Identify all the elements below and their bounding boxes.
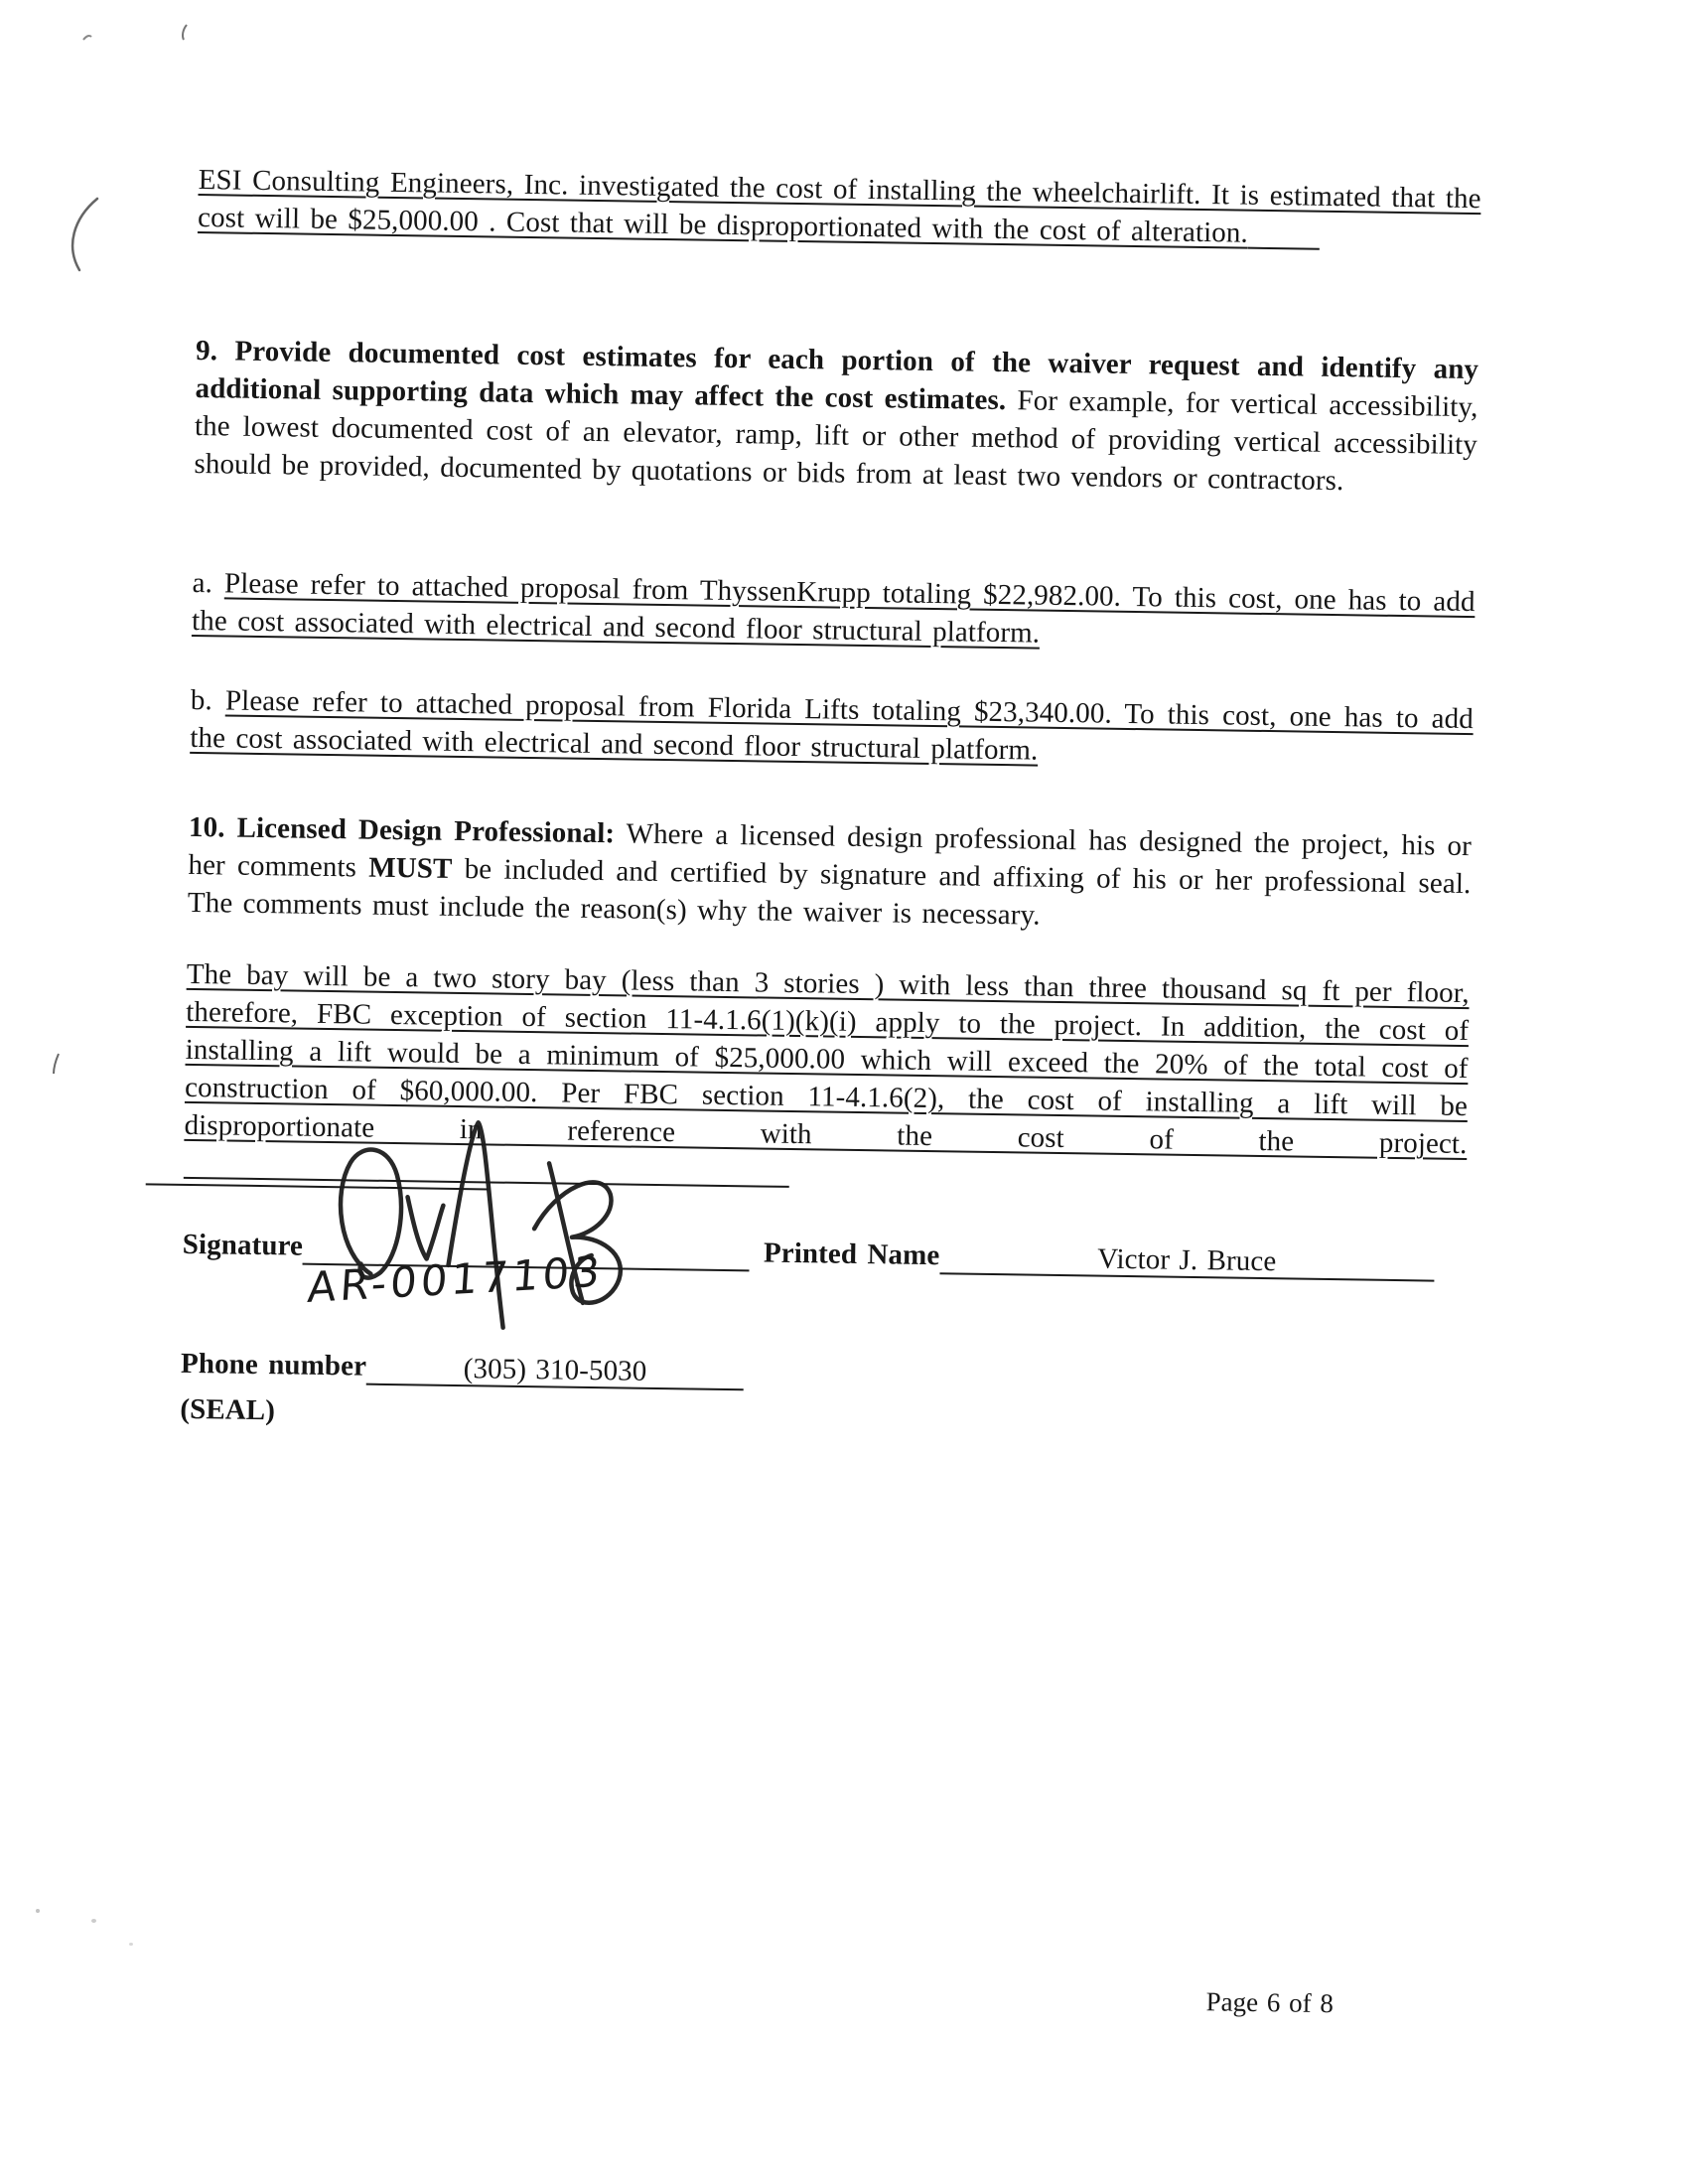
item-9-bold-text: 9. Provide documented cost estimates for each portion of the waiver request and identify any additional supporting data which may affect the cost estimates. xyxy=(195,334,1479,417)
item-10-licensed-design-professional xyxy=(188,808,1473,941)
scan-artifact-mark-top xyxy=(177,22,193,44)
signature-label: Signature xyxy=(182,1228,304,1262)
item-10-text-2: be included and certified by signature and affixing of his or her professional seal. The comments must include the reason(s) why the waiver is necessary. xyxy=(187,852,1472,932)
license-number-handwritten: AR-0017103 xyxy=(306,1246,606,1313)
scan-artifact-speck xyxy=(36,1909,40,1913)
seal-row xyxy=(180,1390,1463,1447)
signature-handwriting xyxy=(308,1104,659,1358)
underline-extension xyxy=(1248,237,1320,250)
scan-artifact-paren xyxy=(62,195,105,276)
printed-name-value: Victor J. Bruce xyxy=(1096,1242,1277,1278)
phone-label: Phone number xyxy=(180,1347,367,1383)
paragraph-esi-cost xyxy=(198,161,1481,255)
paragraph-bay-text: The bay will be a two story bay (less than 3 stories ) with less than three thousand sq ft per floor, therefore, FBC exception of section 11-4.1.6(1)(k)(i) apply to the project. In addition, the cost of installing a lift would be a minimum of $25,000.00 which will exceed the 20% of the total cost of construction of $60,000.00. Per FBC section 11-4.1.6(2), the cost of installing a lift will be disproportionate in reference with the cost of the project. xyxy=(184,957,1470,1161)
seal-label: (SEAL) xyxy=(180,1392,276,1427)
scan-artifact-speck xyxy=(91,1919,96,1923)
item-9-regular-text: For example, for vertical accessibility, the lowest documented cost of an elevator, ramp, lift or other method of providing vertical accessibility should be provided, documented by quotations or bids from at least two vendors or contractors. xyxy=(194,384,1478,498)
printed-name-line xyxy=(939,1238,1434,1281)
item-a-prefix: a. xyxy=(192,566,213,600)
paragraph-esi-cost-text: ESI Consulting Engineers, Inc. investigated the cost of installing the wheelchairlift. It is estimated that the cost will be $25,000.00 . Cost that will be disproportionated with the cost of alteration. xyxy=(197,163,1481,249)
scan-artifact-mark-top-left xyxy=(79,28,95,46)
scan-artifact-speck xyxy=(129,1943,133,1946)
scan-artifact-slash xyxy=(48,1051,64,1077)
item-b-prefix: b. xyxy=(190,683,213,717)
scanned-document-content xyxy=(170,161,1481,2146)
page-footer: Page 6 of 8 xyxy=(1205,1986,1335,2019)
item-a-text: Please refer to attached proposal from ThyssenKrupp totaling $22,982.00. To this cost, one has to add the cost associated with electrical and second floor structural platform. xyxy=(191,567,1476,650)
item-a-thyssenkrupp xyxy=(192,564,1476,658)
phone-line xyxy=(366,1350,744,1391)
item-10-text-1: Where a licensed design professional has designed the project, his or her comments xyxy=(188,817,1473,884)
printed-name-label: Printed Name xyxy=(763,1237,940,1272)
item-b-text: Please refer to attached proposal from Florida Lifts totaling $23,340.00. To this cost, one has to add the cost associated with electrical and second floor structural platform. xyxy=(190,684,1475,767)
phone-value: (305) 310-5030 xyxy=(463,1353,647,1387)
item-10-heading: 10. Licensed Design Professional: xyxy=(188,810,616,850)
item-b-florida-lifts xyxy=(190,681,1474,776)
item-9-cost-estimates xyxy=(194,332,1478,502)
item-10-must: MUST xyxy=(368,851,453,885)
